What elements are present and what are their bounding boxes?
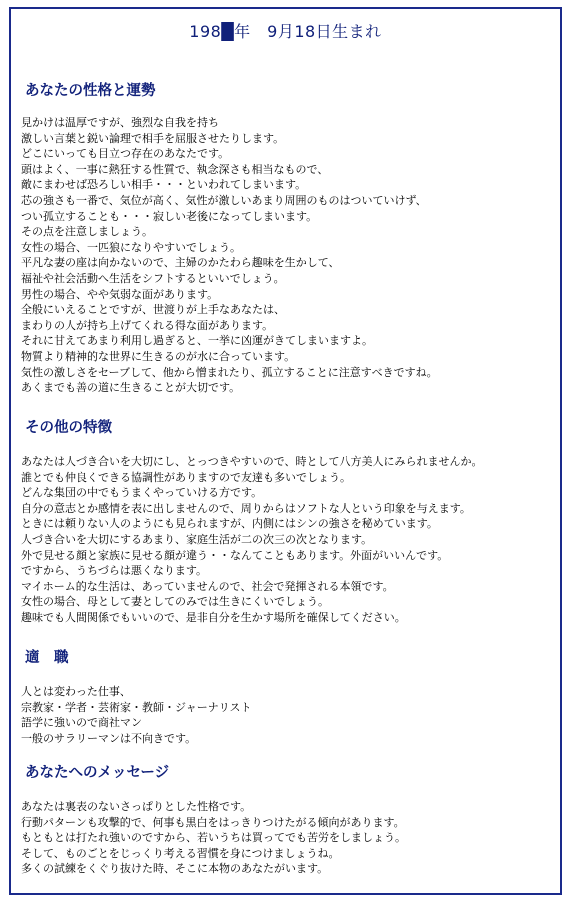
text-line: ですから、うちづらは悪くなります。 — [21, 564, 208, 578]
section-heading-personality: あなたの性格と運勢 — [25, 83, 156, 99]
text-line: 全般にいえることですが、世渡りが上手なあなたは、 — [21, 303, 285, 317]
section-body-other-traits — [21, 454, 483, 626]
text-line: 宗教家・学者・芸術家・教師・ジャーナリスト — [21, 700, 252, 714]
text-line: その点を注意しましょう。 — [21, 225, 153, 239]
text-line: どこにいっても目立つ存在のあなたです。 — [21, 147, 230, 161]
text-line: あくまでも善の道に生きることが大切です。 — [21, 381, 241, 395]
text-line: どんな集団の中でもうまくやっていける方です。 — [21, 486, 263, 500]
text-line: 趣味でも人間関係でもいいので、是非自分を生かす場所を確保してください。 — [21, 610, 406, 624]
section-heading-message: あなたへのメッセージ — [25, 765, 170, 781]
text-line: そして、ものごとをじっくり考える習慣を身につけましょうね。 — [21, 846, 340, 860]
text-line: ときには頼りない人のようにも見られますが、内側にはシンの強さを秘めています。 — [21, 517, 438, 531]
text-line: 敵にまわせば恐ろしい相手・・・といわれてしまいます。 — [21, 178, 307, 192]
text-line: 人づき合いを大切にするあまり、家庭生活が二の次三の次となります。 — [21, 532, 373, 546]
text-line: 気性の激しさをセーブして、他から憎まれたり、孤立することに注意すべきですね。 — [21, 365, 438, 379]
text-line: マイホーム的な生活は、あっていませんので、社会で発揮される本領です。 — [21, 579, 394, 593]
text-line: あなたは裏表のないさっぱりとした性格です。 — [21, 800, 252, 813]
section-body-personality — [21, 115, 438, 396]
page-title: 198█年 9月18日生まれ — [189, 22, 382, 41]
text-line: 物質より精神的な世界に生きるのが水に合っています。 — [21, 349, 296, 363]
section-body-message — [21, 799, 406, 877]
section-heading-suitable-jobs: 適 職 — [25, 650, 69, 666]
text-line: 平凡な妻の座は向かないので、主婦のかたわら趣味を生かして、 — [21, 256, 340, 270]
text-line: 見かけは温厚ですが、強烈な自我を持ち — [21, 116, 219, 129]
text-line: つい孤立することも・・・寂しい老後になってしまいます。 — [21, 209, 318, 223]
text-line: 語学に強いので商社マン — [21, 716, 142, 730]
text-line: 激しい言葉と鋭い論理で相手を屈服させたりします。 — [21, 131, 285, 145]
text-line: 人とは変わった仕事、 — [21, 685, 131, 698]
text-line: 芯の強さも一番で、気位が高く、気性が激しいあまり周囲のものはついていけず、 — [21, 193, 427, 207]
text-line: 一般のサラリーマンは不向きです。 — [21, 731, 197, 745]
text-line: それに甘えてあまり利用し過ぎると、一挙に凶運がきてしまいますよ。 — [21, 334, 373, 348]
text-line: 行動パターンも攻撃的で、何事も黒白をはっきりつけたがる傾向があります。 — [21, 815, 405, 829]
text-line: 女性の場合、一匹狼になりやすいでしょう。 — [21, 240, 241, 254]
page-frame — [9, 7, 562, 895]
text-line: 多くの試練をくぐり抜けた時、そこに本物のあなたがいます。 — [21, 862, 329, 876]
text-line: 男性の場合、やや気弱な面があります。 — [21, 287, 219, 301]
text-line: 外で見せる顔と家族に見せる顔が違う・・なんてこともあります。外面がいいんです。 — [21, 548, 449, 562]
text-line: 女性の場合、母として妻としてのみでは生きにくいでしょう。 — [21, 595, 329, 609]
text-line: もともとは打たれ強いのですから、若いうちは買ってでも苦労をしましょう。 — [21, 831, 406, 845]
text-line: 頭はよく、一事に熱狂する性質で、執念深さも相当なもので、 — [21, 162, 329, 176]
text-line: あなたは人づき合いを大切にし、とっつきやすいので、時として八方美人にみられませんか。 — [21, 455, 483, 468]
section-body-suitable-jobs — [21, 684, 252, 746]
text-line: 誰とでも仲良くできる協調性がありますので友達も多いでしょう。 — [21, 470, 351, 484]
text-line: まわりの人が持ち上げてくれる得な面があります。 — [21, 318, 274, 332]
text-line: 福祉や社会活動へ生活をシフトするといいでしょう。 — [21, 271, 285, 285]
text-line: 自分の意志とか感情を表に出しませんので、周りからはソフトな人という印象を与えます。 — [21, 501, 471, 515]
section-heading-other-traits: その他の特徴 — [25, 420, 112, 436]
